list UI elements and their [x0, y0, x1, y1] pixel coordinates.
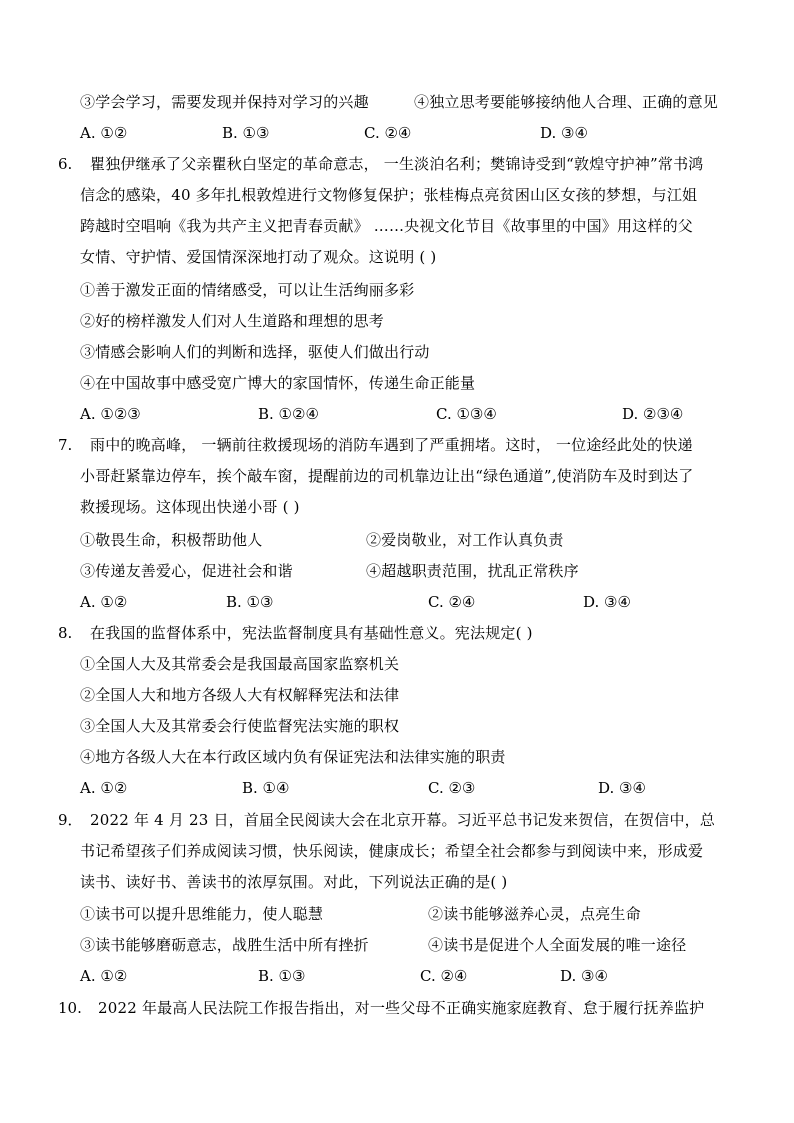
option-a: A. ①②③ — [80, 405, 141, 423]
option-a: A. ①② — [80, 593, 128, 611]
option-d: D. ③④ — [583, 593, 631, 611]
question-stem: 瞿独伊继承了父亲瞿秋白坚定的革命意志， 一生淡泊名利；樊锦诗受到“敦煌守护神”常书鸿 — [90, 155, 704, 173]
answer-item: ②全国人大和地方各级人大有权解释宪法和法律 — [80, 686, 400, 704]
answer-item: ②好的榜样激发人们对人生道路和理想的思考 — [80, 312, 385, 330]
question-stem: 读书、读好书、善读书的浓厚氛围。对此，下列说法正确的是( ) — [80, 873, 508, 891]
question-stem: 女情、守护情、爱国情深深地打动了观众。这说明 ( ) — [80, 248, 437, 266]
option-a: A. ①② — [80, 124, 128, 142]
question-number: 9． — [58, 811, 83, 829]
answer-item: ③学会学习，需要发现并保持对学习的兴趣 — [80, 93, 369, 111]
question-stem: 书记希望孩子们养成阅读习惯，快乐阅读，健康成长；希望全社会都参与到阅读中来，形成爱 — [80, 842, 704, 860]
question-stem: 雨中的晚高峰， 一辆前往救援现场的消防车遇到了严重拥堵。这时， 一位途经此处的快递 — [90, 436, 693, 454]
question-stem: 救援现场。这体现出快递小哥 ( ) — [80, 498, 300, 516]
option-c: C. ②④ — [420, 967, 468, 985]
answer-item: ③情感会影响人们的判断和选择，驱使人们做出行动 — [80, 343, 430, 361]
question-stem: 2022 年 4 月 23 日，首届全民阅读大会在北京开幕。习近平总书记发来贺信，在贺信中，总 — [90, 811, 716, 829]
option-d: D. ③④ — [598, 779, 646, 797]
answer-item: ④独立思考要能够接纳他人合理、正确的意见 — [414, 93, 719, 111]
answer-item: ②爱岗敬业，对工作认真负责 — [366, 531, 564, 549]
option-d: D. ②③④ — [622, 405, 684, 423]
answer-item: ③全国人大及其常委会行使监督宪法实施的职权 — [80, 717, 400, 735]
question-number: 10. — [58, 999, 82, 1017]
answer-item: ④在中国故事中感受宽广博大的家国情怀，传递生命正能量 — [80, 374, 476, 392]
option-d: D. ③④ — [540, 124, 588, 142]
question-number: 7. — [58, 436, 73, 454]
question-number: 8. — [58, 624, 73, 642]
option-b: B. ①②④ — [258, 405, 319, 423]
question-number: 6. — [58, 155, 73, 173]
option-b: B. ①③ — [258, 967, 306, 985]
question-stem: 在我国的监督体系中，宪法监督制度具有基础性意义。宪法规定( ) — [90, 624, 533, 642]
answer-item: ④读书是促进个人全面发展的唯一途径 — [428, 936, 687, 954]
option-a: A. ①② — [80, 779, 128, 797]
option-c: C. ②④ — [428, 593, 476, 611]
answer-item: ①善于激发正面的情绪感受，可以让生活绚丽多彩 — [80, 281, 415, 299]
option-c: C. ②③ — [428, 779, 476, 797]
answer-item: ①全国人大及其常委会是我国最高国家监察机关 — [80, 655, 400, 673]
option-b: B. ①③ — [226, 593, 274, 611]
answer-item: ③读书能够磨砺意志，战胜生活中所有挫折 — [80, 936, 369, 954]
question-stem: 2022 年最高人民法院工作报告指出，对一些父母不正确实施家庭教育、怠于履行抚养监护 — [98, 999, 705, 1017]
option-b: B. ①③ — [222, 124, 270, 142]
option-a: A. ①② — [80, 967, 128, 985]
question-stem: 小哥赶紧靠边停车，挨个敲车窗，提醒前边的司机靠边让出“绿色通道”,使消防车及时到达了 — [80, 467, 694, 485]
option-c: C. ①③④ — [436, 405, 497, 423]
question-stem: 信念的感染，40 多年扎根敦煌进行文物修复保护；张桂梅点亮贫困山区女孩的梦想，与江姐 — [80, 186, 698, 204]
answer-item: ④超越职责范围，扰乱正常秩序 — [366, 562, 579, 580]
answer-item: ①读书可以提升思维能力，使人聪慧 — [80, 905, 324, 923]
option-c: C. ②④ — [364, 124, 412, 142]
option-b: B. ①④ — [242, 779, 290, 797]
answer-item: ②读书能够滋养心灵，点亮生命 — [428, 905, 641, 923]
question-stem: 跨越时空唱响《我为共产主义把青春贡献》 ……央视文化节目《故事里的中国》用这样的父 — [80, 217, 693, 235]
answer-item: ①敬畏生命，积极帮助他人 — [80, 531, 263, 549]
answer-item: ④地方各级人大在本行政区域内负有保证宪法和法律实施的职责 — [80, 748, 506, 766]
option-d: D. ③④ — [560, 967, 608, 985]
answer-item: ③传递友善爱心，促进社会和谐 — [80, 562, 293, 580]
